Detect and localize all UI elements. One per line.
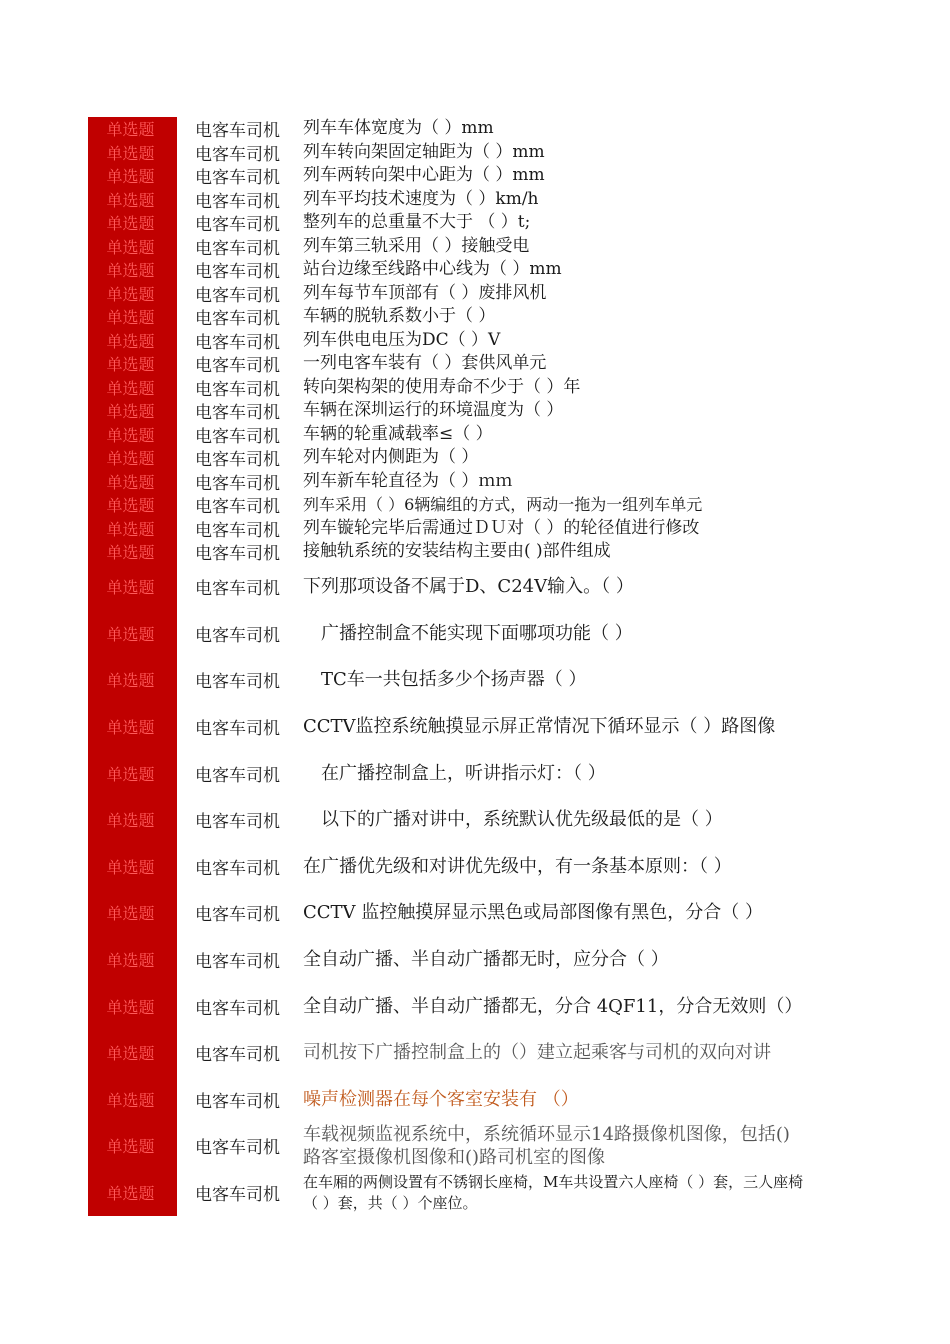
question-row: [88, 164, 808, 188]
question-text: 在广播优先级和对讲优先级中，有一条基本原则：（ ）: [303, 855, 732, 877]
question-text: 列车平均技术速度为（ ）km/h: [303, 188, 539, 209]
role-cell: 电客车司机: [195, 672, 280, 693]
question-type-cell: 单选题: [88, 796, 177, 843]
question-row: [88, 282, 808, 306]
question-row: [88, 610, 808, 657]
question-text: 以下的广播对讲中，系统默认优先级最低的是（ ）: [321, 809, 723, 831]
question-text: CCTV 监控触摸屏显示黑色或局部图像有黑色，分合（ ）: [303, 902, 763, 924]
question-type-cell: 单选题: [88, 750, 177, 797]
question-type-cell: 单选题: [88, 282, 177, 306]
question-type-cell: 单选题: [88, 657, 177, 704]
role-cell: 电客车司机: [195, 426, 280, 447]
role-cell: 电客车司机: [195, 905, 280, 926]
question-type-cell: 单选题: [88, 890, 177, 937]
role-cell: 电客车司机: [195, 1138, 280, 1159]
question-text: 列车车体宽度为（ ）mm: [303, 118, 494, 139]
role-cell: 电客车司机: [195, 332, 280, 353]
question-row: [88, 703, 808, 750]
question-type-cell: 单选题: [88, 376, 177, 400]
question-type-cell: 单选题: [88, 305, 177, 329]
question-row: [88, 936, 808, 983]
question-text: 列车轮对内侧距为（ ）: [303, 447, 479, 468]
question-type-cell: 单选题: [88, 936, 177, 983]
question-type-cell: 单选题: [88, 329, 177, 353]
question-type-cell: 单选题: [88, 610, 177, 657]
question-text: 转向架构架的使用寿命不少于（ ）年: [303, 376, 581, 397]
question-type-cell: 单选题: [88, 141, 177, 165]
question-text: 接触轨系统的安装结构主要由( )部件组成: [303, 541, 611, 562]
question-text: 车辆在深圳运行的环境温度为（ ）: [303, 400, 564, 421]
question-type-cell: 单选题: [88, 1029, 177, 1076]
role-cell: 电客车司机: [195, 719, 280, 740]
question-type-cell: 单选题: [88, 517, 177, 541]
question-text: 下列那项设备不属于D、C24V输入。（ ）: [303, 576, 634, 598]
role-cell: 电客车司机: [195, 191, 280, 212]
question-row: [88, 329, 808, 353]
question-row: [88, 117, 808, 141]
role-cell: 电客车司机: [195, 1091, 280, 1112]
role-cell: 电客车司机: [195, 497, 280, 518]
role-cell: 电客车司机: [195, 625, 280, 646]
question-row: [88, 1029, 808, 1076]
role-cell: 电客车司机: [195, 473, 280, 494]
question-row: [88, 564, 808, 611]
role-cell: 电客车司机: [195, 403, 280, 424]
question-type-cell: 单选题: [88, 188, 177, 212]
question-text: 列车第三轨采用（ ）接触受电: [303, 235, 530, 256]
question-row: [88, 258, 808, 282]
question-type-cell: 单选题: [88, 164, 177, 188]
question-text: CCTV监控系统触摸显示屏正常情况下循环显示（ ）路图像: [303, 716, 776, 738]
question-type-cell: 单选题: [88, 352, 177, 376]
question-type-cell: 单选题: [88, 1076, 177, 1123]
question-row: [88, 1123, 808, 1170]
question-type-cell: 单选题: [88, 1123, 177, 1170]
question-text: 司机按下广播控制盒上的（）建立起乘客与司机的双向对讲: [303, 1042, 771, 1064]
role-cell: 电客车司机: [195, 998, 280, 1019]
role-cell: 电客车司机: [195, 168, 280, 189]
question-row: [88, 352, 808, 376]
question-row: [88, 750, 808, 797]
question-type-cell: 单选题: [88, 235, 177, 259]
question-text: 列车转向架固定轴距为（ ）mm: [303, 141, 545, 162]
question-row: [88, 1169, 808, 1216]
role-cell: 电客车司机: [195, 238, 280, 259]
question-type-cell: 单选题: [88, 1169, 177, 1216]
role-cell: 电客车司机: [195, 450, 280, 471]
question-row: [88, 1076, 808, 1123]
question-sheet: [88, 117, 808, 1216]
role-cell: 电客车司机: [195, 1045, 280, 1066]
question-row: [88, 517, 808, 541]
question-text: 全自动广播、半自动广播都无，分合 4QF11，分合无效则（）: [303, 995, 803, 1017]
question-row: [88, 188, 808, 212]
question-row: [88, 983, 808, 1030]
question-type-cell: 单选题: [88, 117, 177, 141]
question-type-cell: 单选题: [88, 983, 177, 1030]
question-type-cell: 单选题: [88, 399, 177, 423]
role-cell: 电客车司机: [195, 262, 280, 283]
question-row: [88, 423, 808, 447]
question-type-cell: 单选题: [88, 258, 177, 282]
question-row: [88, 540, 808, 564]
question-type-cell: 单选题: [88, 493, 177, 517]
question-type-cell: 单选题: [88, 843, 177, 890]
question-type-cell: 单选题: [88, 423, 177, 447]
question-row: [88, 235, 808, 259]
role-cell: 电客车司机: [195, 765, 280, 786]
question-text: 车辆的轮重减载率≤（ ）: [303, 423, 493, 444]
question-text: 全自动广播、半自动广播都无时，应分合（ ）: [303, 949, 669, 971]
question-type-cell: 单选题: [88, 211, 177, 235]
role-cell: 电客车司机: [195, 121, 280, 142]
role-cell: 电客车司机: [195, 1185, 280, 1206]
question-type-cell: 单选题: [88, 564, 177, 611]
question-row: [88, 493, 808, 517]
role-cell: 电客车司机: [195, 952, 280, 973]
question-text: 车载视频监视系统中，系统循环显示14路摄像机图像，包括()路客室摄像机图像和()路司机室的图像: [303, 1123, 790, 1168]
question-text: 列车两转向架中心距为（ ）mm: [303, 165, 545, 186]
question-text: 在广播控制盒上，听讲指示灯：（ ）: [321, 762, 606, 784]
question-row: [88, 446, 808, 470]
role-cell: 电客车司机: [195, 144, 280, 165]
question-text: 整列车的总重量不大于 （ ）t;: [303, 212, 531, 233]
question-text: 列车新车轮直径为（ ）ｍｍ: [303, 470, 513, 491]
question-type-cell: 单选题: [88, 446, 177, 470]
role-cell: 电客车司机: [195, 285, 280, 306]
question-row: [88, 399, 808, 423]
question-text: 广播控制盒不能实现下面哪项功能（ ）: [321, 622, 633, 644]
role-cell: 电客车司机: [195, 309, 280, 330]
question-text: 噪声检测器在每个客室安装有 （）: [303, 1088, 579, 1110]
question-text: 车辆的脱轨系数小于（ ）: [303, 306, 496, 327]
question-row: [88, 843, 808, 890]
role-cell: 电客车司机: [195, 215, 280, 236]
role-cell: 电客车司机: [195, 812, 280, 833]
role-cell: 电客车司机: [195, 520, 280, 541]
role-cell: 电客车司机: [195, 544, 280, 565]
question-text: 列车采用（ ）6辆编组的方式，两动一拖为一组列车单元: [303, 495, 703, 515]
question-text: TC车一共包括多少个扬声器（ ）: [321, 669, 587, 691]
question-row: [88, 796, 808, 843]
question-row: [88, 376, 808, 400]
question-row: [88, 211, 808, 235]
question-type-cell: 单选题: [88, 470, 177, 494]
role-cell: 电客车司机: [195, 379, 280, 400]
question-row: [88, 305, 808, 329]
question-text: 列车镟轮完毕后需通过ＤＵ对（ ）的轮径值进行修改: [303, 517, 700, 538]
question-row: [88, 890, 808, 937]
question-type-cell: 单选题: [88, 703, 177, 750]
role-cell: 电客车司机: [195, 356, 280, 377]
question-row: [88, 470, 808, 494]
question-row: [88, 141, 808, 165]
role-cell: 电客车司机: [195, 579, 280, 600]
question-text: 列车供电电压为DC（ ）V: [303, 329, 501, 350]
question-text: 一列电客车装有（ ）套供风单元: [303, 353, 547, 374]
role-cell: 电客车司机: [195, 858, 280, 879]
question-text: 站台边缘至线路中心线为（ ）mm: [303, 259, 562, 280]
question-type-cell: 单选题: [88, 540, 177, 564]
question-text: 在车厢的两侧设置有不锈钢长座椅，M车共设置六人座椅（ ）套，三人座椅（ ）套，共（ ）个座位。: [303, 1172, 804, 1212]
question-text: 列车每节车顶部有（ ）废排风机: [303, 282, 547, 303]
question-row: [88, 657, 808, 704]
